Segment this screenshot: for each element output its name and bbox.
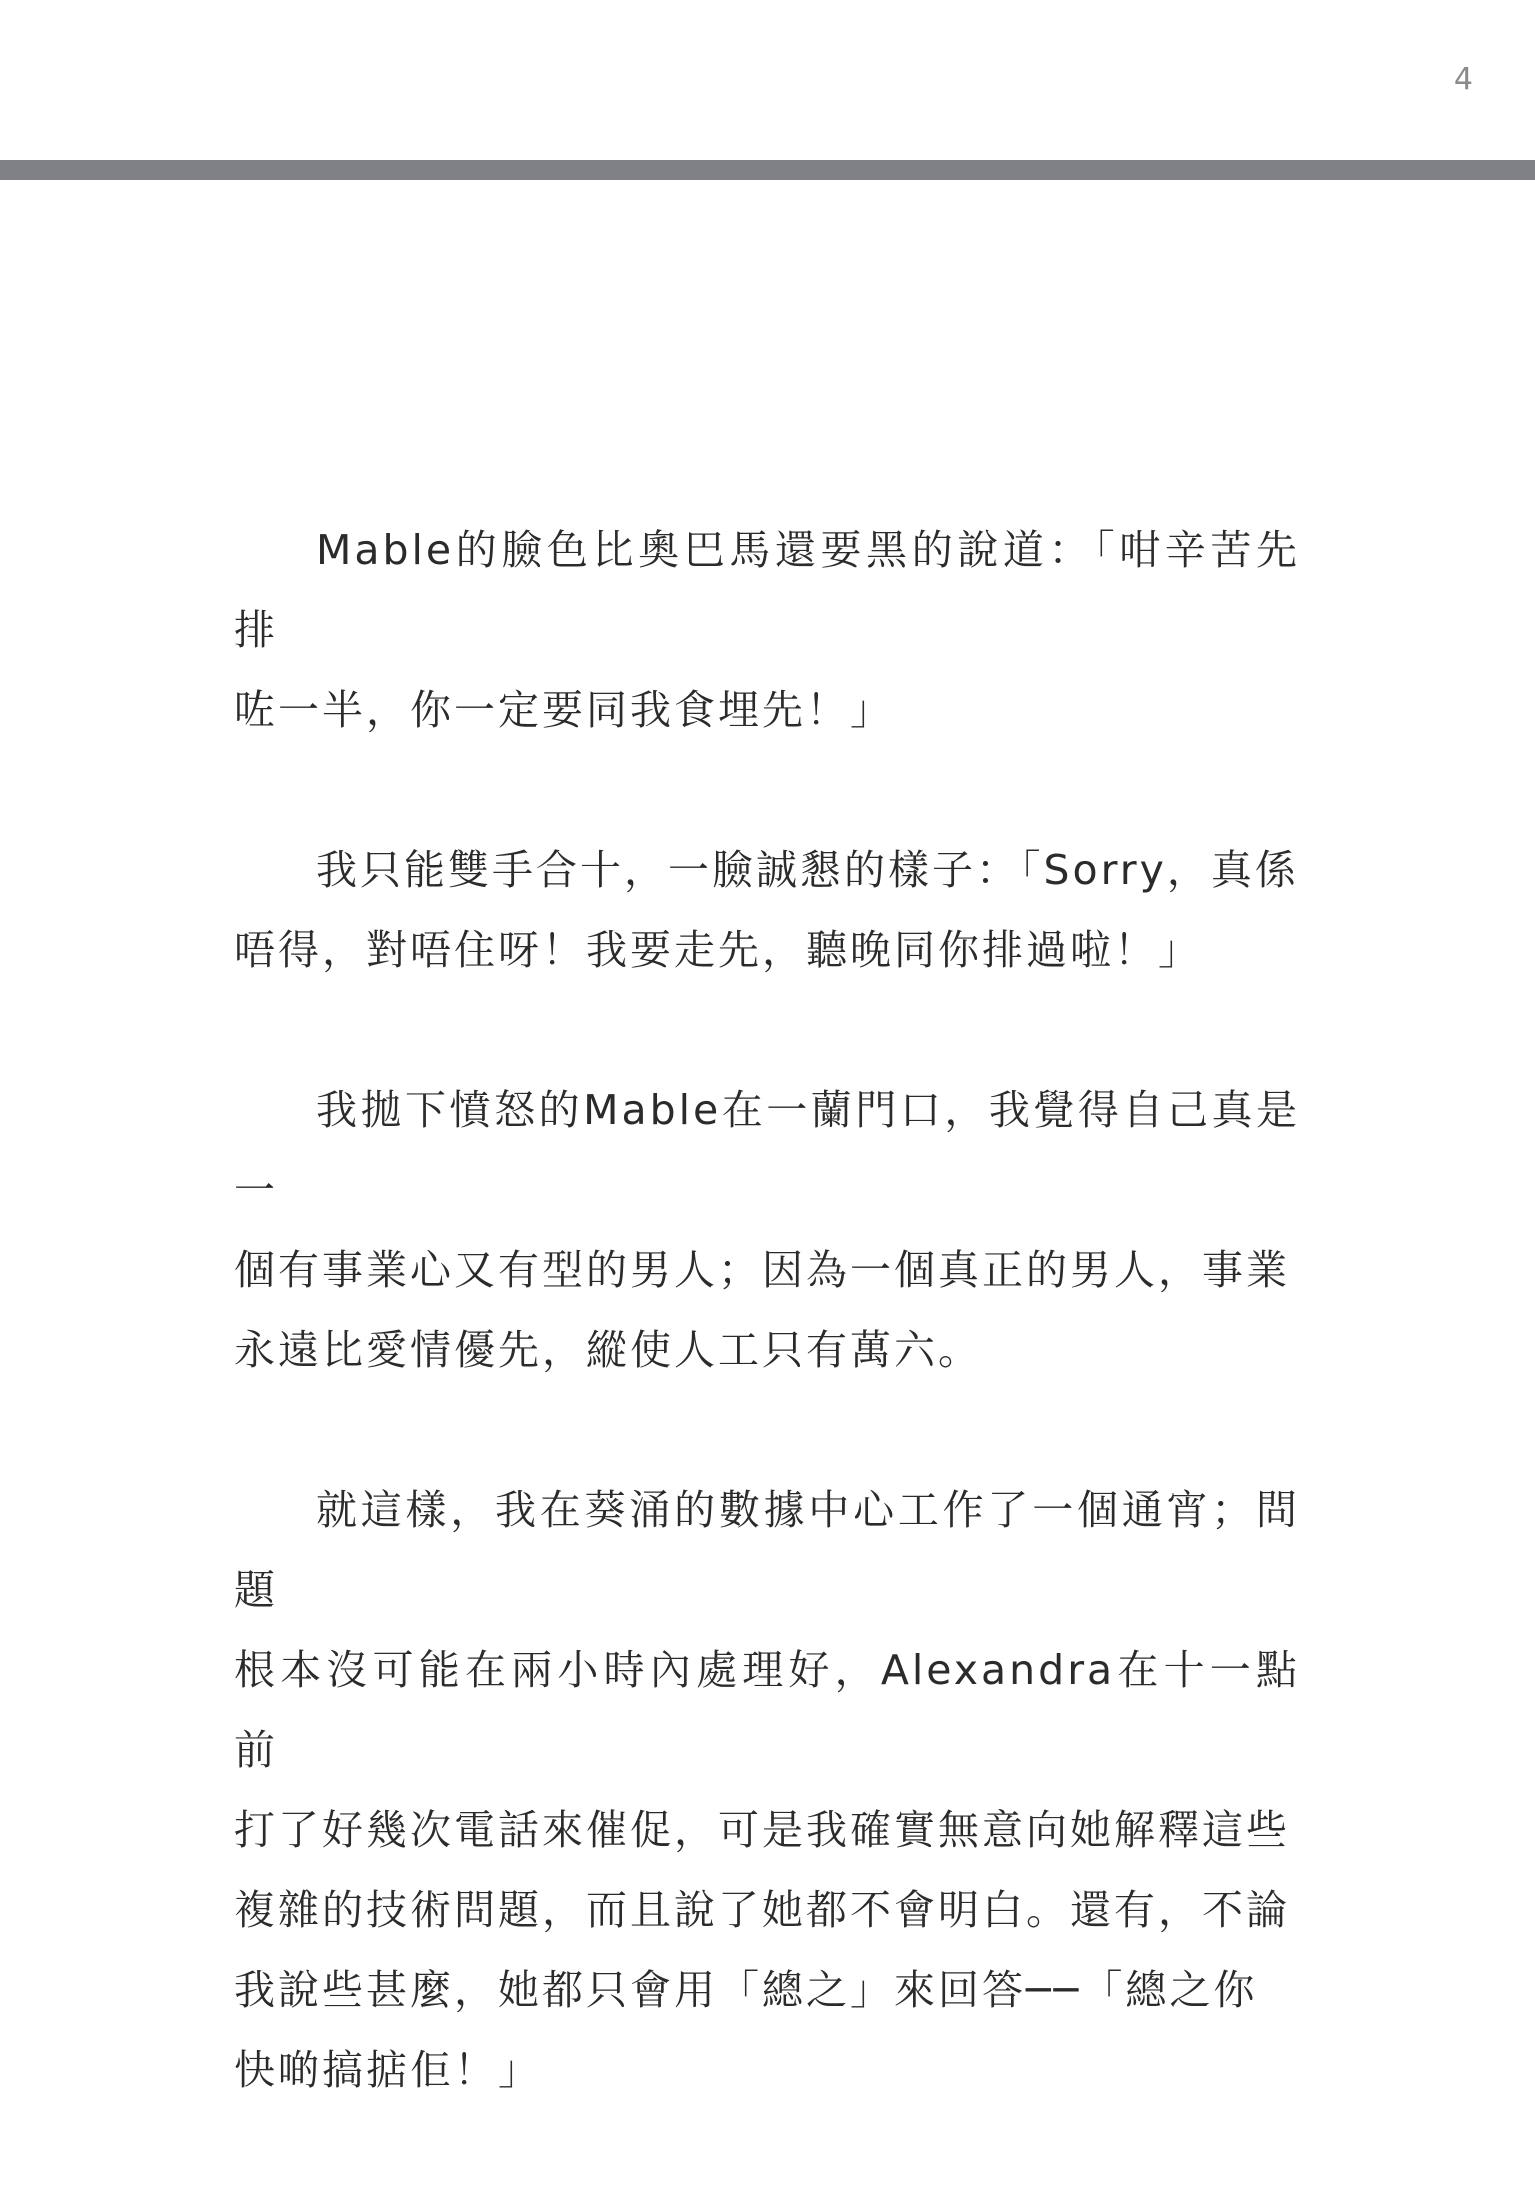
paragraph-3: 我拋下憤怒的Mable在一蘭門口，我覺得自己真是一 個有事業心又有型的男人；因為一個真正的男人，事業 永遠比愛情優先，縱使人工只有萬六。 <box>234 1086 1300 1374</box>
paragraph-2: 我只能雙手合十，一臉誠懇的樣子：「Sorry，真係 唔得，對唔住呀！我要走先，聽晚同你排過啦！」 <box>234 846 1299 974</box>
paragraph-1: Mable的臉色比奧巴馬還要黑的說道：「咁辛苦先排 咗一半，你一定要同我食埋先！」 <box>234 526 1300 734</box>
header-rule <box>0 160 1535 180</box>
paragraph-4: 就這樣，我在葵涌的數據中心工作了一個通宵；問題 根本沒可能在兩小時內處理好，Alexandra在十一點前 打了好幾次電話來催促，可是我確實無意向她解釋這些 複雜的技術問題，而且說了她都不會明白。還有，不論 我說些甚麼，她都只會用「總之」來回答──「總之你 快啲搞掂佢！」 <box>234 1486 1300 2094</box>
body-text <box>234 510 1300 2110</box>
page-number: 4 <box>1453 62 1473 97</box>
